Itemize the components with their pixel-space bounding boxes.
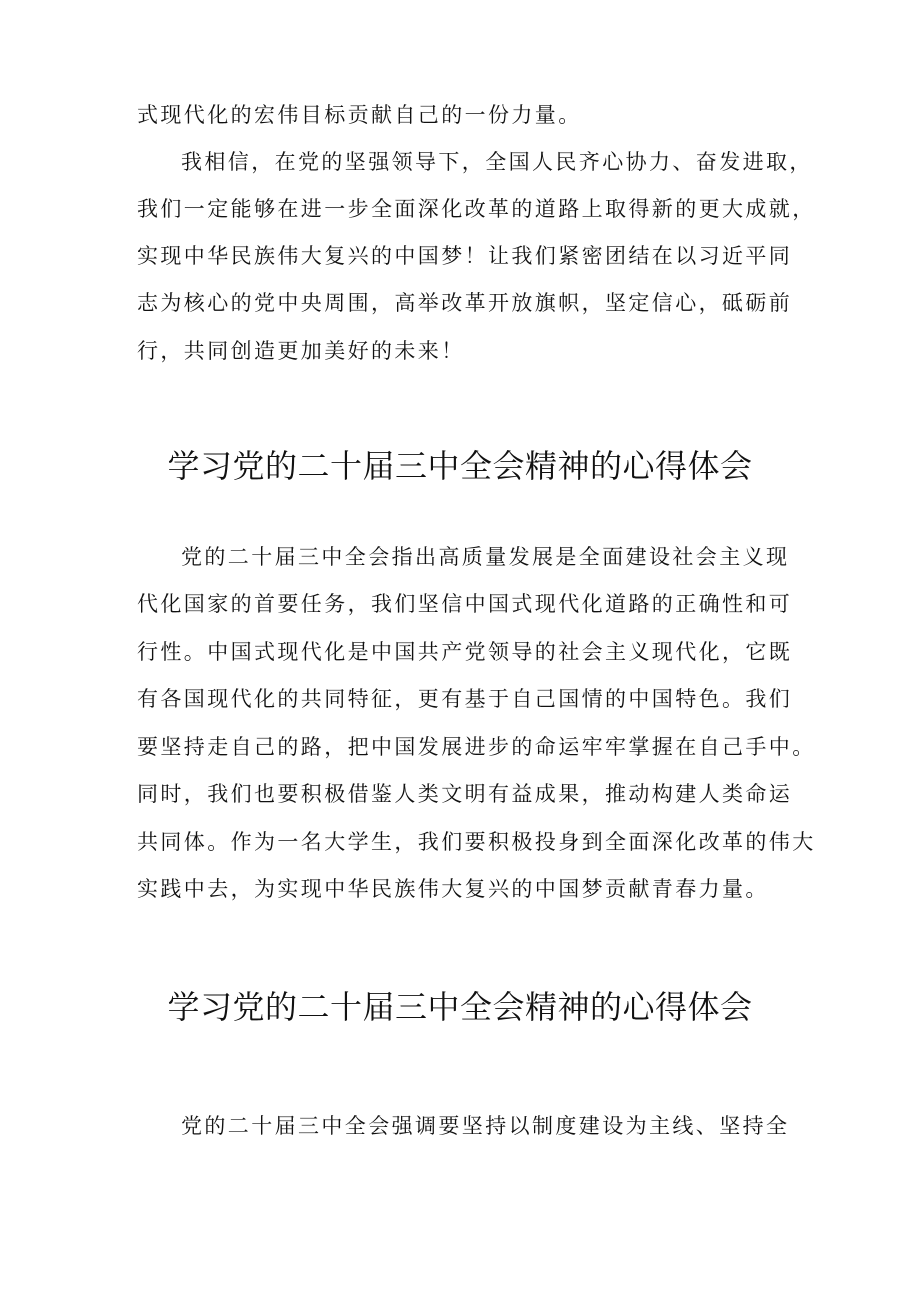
text-line: 行性。中国式现代化是中国共产党领导的社会主义现代化，它既 (137, 640, 793, 664)
text-line: 实现中华民族伟大复兴的中国梦！让我们紧密团结在以习近平同 (137, 244, 793, 268)
text-line: 实践中去，为实现中华民族伟大复兴的中国梦贡献青春力量。 (137, 877, 769, 901)
text-line: 我相信，在党的坚强领导下，全国人民齐心协力、奋发进取， (181, 150, 813, 174)
text-line: 要坚持走自己的路，把中国发展进步的命运牢牢掌握在自己手中。 (137, 735, 816, 759)
text-line: 志为核心的党中央周围，高举改革开放旗帜，坚定信心，砥砺前 (137, 291, 793, 315)
text-line: 党的二十届三中全会强调要坚持以制度建设为主线、坚持全 (181, 1114, 790, 1138)
section-heading: 学习党的二十届三中全会精神的心得体会 (167, 447, 753, 485)
text-line: 行，共同创造更加美好的未来！ (137, 339, 465, 363)
text-line: 式现代化的宏伟目标贡献自己的一份力量。 (137, 103, 582, 127)
text-line: 代化国家的首要任务，我们坚信中国式现代化道路的正确性和可 (137, 592, 793, 616)
text-line: 有各国现代化的共同特征，更有基于自己国情的中国特色。我们 (137, 687, 793, 711)
text-line: 我们一定能够在进一步全面深化改革的道路上取得新的更大成就， (137, 197, 816, 221)
section-heading: 学习党的二十届三中全会精神的心得体会 (167, 988, 753, 1026)
text-line: 共同体。作为一名大学生，我们要积极投身到全面深化改革的伟大 (137, 830, 816, 854)
text-line: 同时，我们也要积极借鉴人类文明有益成果，推动构建人类命运 (137, 782, 793, 806)
text-line: 党的二十届三中全会指出高质量发展是全面建设社会主义现 (181, 545, 790, 569)
